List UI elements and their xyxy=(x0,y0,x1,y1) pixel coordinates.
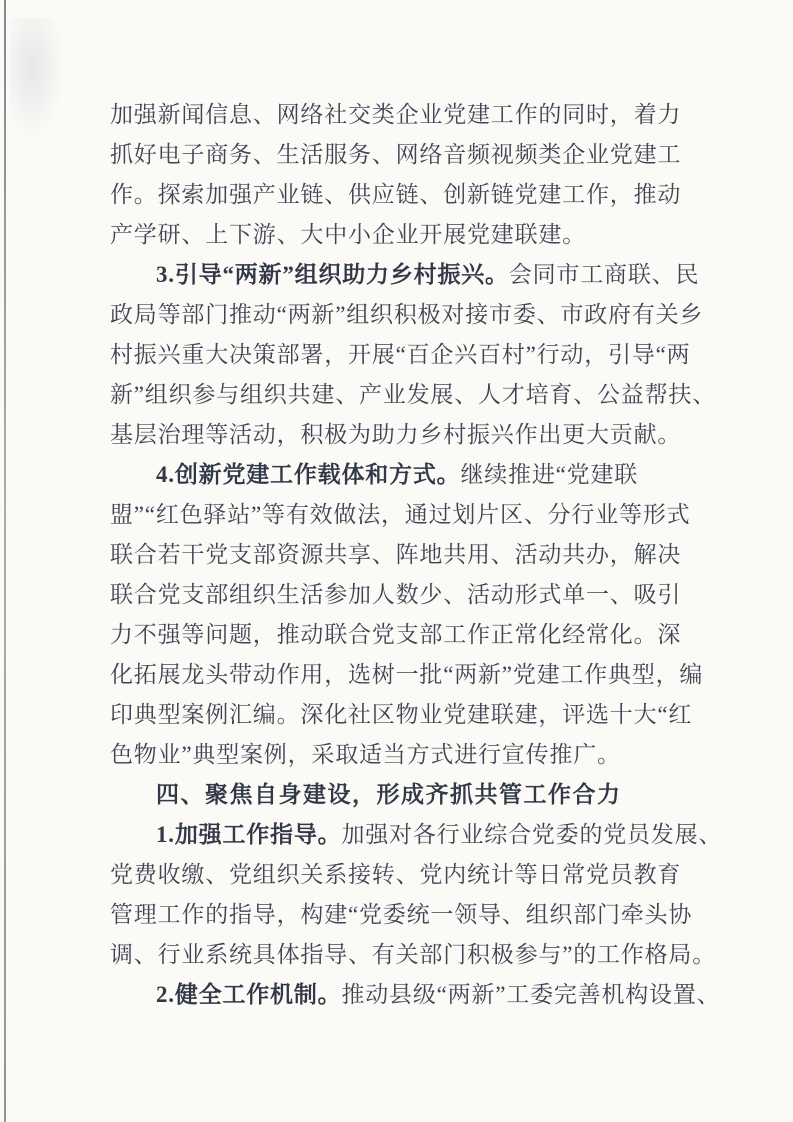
text-line xyxy=(110,735,685,775)
text-run: 色物业”典型案例，采取适当方式进行宣传推广。 xyxy=(110,742,621,767)
text-line xyxy=(110,615,685,655)
text-line xyxy=(110,135,685,175)
text-line xyxy=(110,295,704,335)
text-line xyxy=(110,655,704,695)
text-run: 联合若干党支部资源共享、阵地共用、活动共办，解决 xyxy=(110,542,682,567)
paragraph xyxy=(110,815,723,975)
text-line xyxy=(110,375,717,415)
document-text-area xyxy=(110,95,723,1015)
bold-run: 四、聚焦自身建设，形成齐抓共管工作合力 xyxy=(156,782,622,807)
paragraph xyxy=(110,975,721,1015)
text-run: 抓好电子商务、生活服务、网络音频视频类企业党建工 xyxy=(110,142,682,167)
text-line xyxy=(110,95,685,135)
text-run: 力不强等问题，推动联合党支部工作正常化经常化。深 xyxy=(110,622,682,647)
text-run: 加强新闻信息、网络社交类企业党建工作的同时，着力 xyxy=(110,102,682,127)
text-run: 盟”“红色驿站”等有效做法，通过划片区、分行业等形式 xyxy=(110,502,691,527)
text-run: 化拓展龙头带动作用，选树一批“两新”党建工作典型，编 xyxy=(110,662,704,687)
text-run: 村振兴重大决策部署，开展“百企兴百村”行动，引导“两 xyxy=(110,342,691,367)
text-line xyxy=(110,415,685,455)
text-line xyxy=(110,895,693,935)
text-run: 党费收缴、党组织关系接转、党内统计等日常党员教育 xyxy=(110,862,682,887)
text-run: 继续推进“党建联 xyxy=(460,462,639,487)
text-line xyxy=(110,255,700,295)
bold-run: 4.创新党建工作载体和方式。 xyxy=(156,462,461,487)
scan-smudge xyxy=(10,18,65,138)
section-heading xyxy=(110,775,685,815)
text-line xyxy=(110,815,723,855)
bold-run: 2.健全工作机制。 xyxy=(156,982,342,1007)
bold-run: 1.加强工作指导。 xyxy=(156,822,342,847)
text-line xyxy=(110,215,685,255)
text-line xyxy=(110,335,691,375)
text-run: 联合党支部组织生活参加人数少、活动形式单一、吸引 xyxy=(110,582,682,607)
text-line xyxy=(110,855,685,895)
text-line xyxy=(110,575,685,615)
text-run: 产学研、上下游、大中小企业开展党建联建。 xyxy=(110,222,586,247)
text-line xyxy=(110,495,691,535)
text-run: 调、行业系统具体指导、有关部门积极参与”的工作格局。 xyxy=(110,942,717,967)
bold-run: 3.引导“两新”组织助力乡村振兴。 xyxy=(156,262,509,287)
text-line xyxy=(110,935,717,975)
paragraph xyxy=(110,255,717,455)
text-run: 政局等部门推动“两新”组织积极对接市委、市政府有关乡 xyxy=(110,302,704,327)
text-line xyxy=(110,535,685,575)
text-line xyxy=(110,455,685,495)
text-run: 推动县级“两新”工委完善机构设置、 xyxy=(341,982,721,1007)
paragraph xyxy=(110,455,704,775)
text-run: 新”组织参与组织共建、产业发展、人才培育、公益帮扶、 xyxy=(110,382,717,407)
text-run: 基层治理等活动，积极为助力乡村振兴作出更大贡献。 xyxy=(110,422,682,447)
text-line xyxy=(110,695,693,735)
text-run: 会同市工商联、民 xyxy=(508,262,700,287)
text-run: 印典型案例汇编。深化社区物业党建联建，评选十大“红 xyxy=(110,702,693,727)
text-line xyxy=(110,175,685,215)
scan-edge-line xyxy=(4,0,6,1122)
text-run: 管理工作的指导，构建“党委统一领导、组织部门牵头协 xyxy=(110,902,693,927)
paragraph xyxy=(110,95,685,255)
text-line xyxy=(110,775,685,815)
text-line xyxy=(110,975,721,1015)
text-run: 加强对各行业综合党委的党员发展、 xyxy=(341,822,723,847)
text-run: 作。探索加强产业链、供应链、创新链党建工作，推动 xyxy=(110,182,682,207)
